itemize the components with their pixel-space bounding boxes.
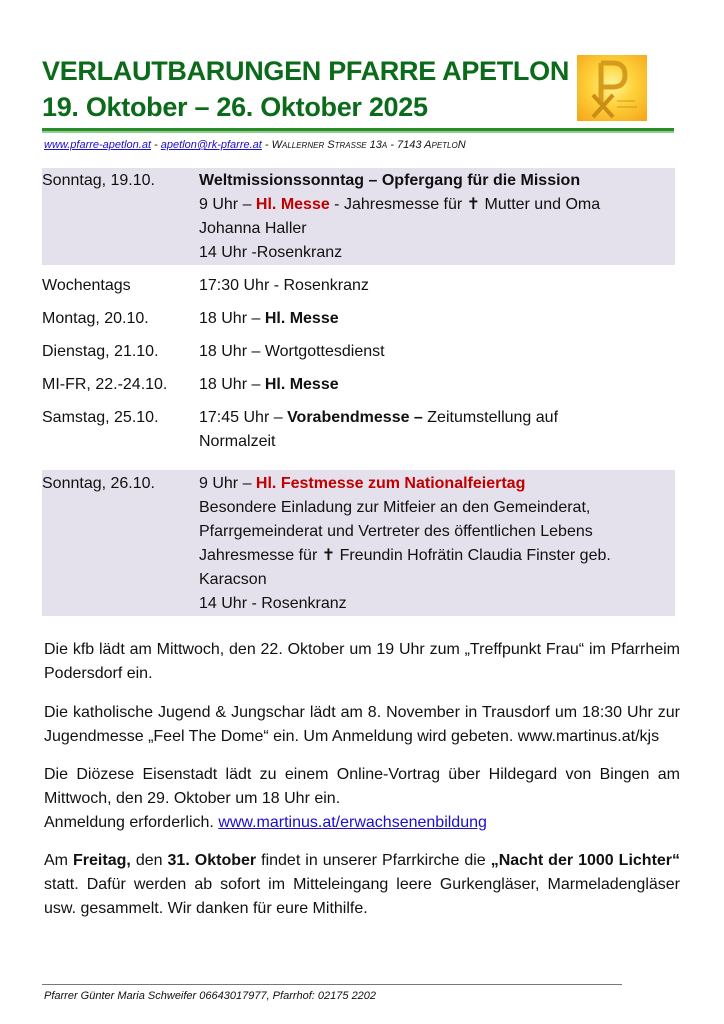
schedule-row — [42, 274, 675, 298]
notice-kfb: Die kfb lädt am Mittwoch, den 22. Oktober um 19 Uhr zum „Treffpunkt Frau“ im Pfarrheim Podersdorf ein. — [44, 641, 680, 682]
notice-bold: Freitag, — [73, 852, 131, 869]
header — [0, 0, 724, 168]
contact-line — [44, 139, 466, 151]
notice-bold: „Nacht der 1000 Lichter“ — [490, 852, 681, 869]
event-line: Karacson — [199, 571, 267, 588]
event-title: Weltmissionssonntag – Opfergang für die Mission — [199, 172, 581, 189]
event-line — [199, 193, 675, 217]
event-title: Hl. Festmesse zum Nationalfeiertag — [255, 475, 526, 492]
event-title: Hl. Messe — [264, 376, 339, 393]
schedule-details — [199, 406, 675, 454]
schedule-row — [42, 307, 675, 331]
schedule-row — [42, 373, 675, 397]
schedule-day: Montag, 20.10. — [42, 310, 149, 327]
website-link[interactable]: www.pfarre-apetlon.at — [44, 139, 151, 151]
schedule-details — [199, 373, 675, 397]
event-line: Besondere Einladung zur Mitfeier an den Gemeinderat, — [199, 499, 591, 516]
address: Wallerner Straße 13a - 7143 ApetloN — [271, 139, 466, 151]
schedule-day: Dienstag, 21.10. — [42, 343, 159, 360]
notice-text: Anmeldung erforderlich. — [44, 814, 219, 831]
event-line: Jahresmesse für ✝ Freundin Hofrätin Claudia Finster geb. — [199, 547, 611, 564]
time: 17:45 Uhr – — [199, 409, 288, 426]
notice-text: statt. Dafür werden ab sofort im Mitteleingang leere Gurkengläser, Marmeladengläser usw. gesammelt. Wir danken für eure Mithilfe. — [44, 876, 680, 917]
time: 9 Uhr – — [199, 475, 256, 492]
schedule-day: MI-FR, 22.-24.10. — [42, 376, 168, 393]
event-line: Johanna Haller — [199, 220, 307, 237]
notice-text: findet in unserer Pfarrkirche die — [256, 852, 491, 869]
schedule-details: 17:30 Uhr - Rosenkranz — [199, 277, 369, 294]
event-line: 14 Uhr -Rosenkranz — [199, 244, 343, 261]
schedule-day: Wochentags — [42, 277, 131, 294]
page-title: VERLAUTBARUNGEN PFARRE APETLON — [42, 56, 570, 86]
event-line: Normalzeit — [199, 433, 276, 450]
event-text: Zeitumstellung auf — [422, 409, 559, 426]
notice-bold: 31. Oktober — [167, 852, 257, 869]
schedule-row — [42, 340, 675, 364]
date-range: 19. Oktober – 26. Oktober 2025 — [42, 92, 428, 122]
event-line: 14 Uhr - Rosenkranz — [199, 595, 347, 612]
mass-label: Hl. Messe — [255, 196, 330, 213]
separator: - — [151, 139, 161, 151]
schedule-day: Sonntag, 26.10. — [42, 475, 155, 492]
schedule-details — [199, 307, 675, 331]
notice-text: den — [130, 852, 168, 869]
footer-area — [0, 968, 724, 1002]
header-rule-light — [42, 131, 674, 133]
schedule-details: 18 Uhr – Wortgottesdienst — [199, 343, 385, 360]
time: 18 Uhr – — [199, 376, 265, 393]
event-title: Vorabendmesse – — [287, 409, 423, 426]
erwachsenenbildung-link[interactable]: www.martinus.at/erwachsenenbildung — [218, 814, 487, 831]
schedule-table — [42, 168, 675, 616]
schedule-details — [199, 472, 675, 616]
notice-text: Am — [44, 852, 74, 869]
schedule-day: Samstag, 25.10. — [42, 409, 159, 426]
schedule-day: Sonntag, 19.10. — [42, 172, 155, 189]
email-link[interactable]: apetlon@rk-pfarre.at — [160, 139, 262, 151]
event-title: Hl. Messe — [264, 310, 339, 327]
footer: Pfarrer Günter Maria Schweifer 06643017977, Pfarrhof: 02175 2202 — [44, 990, 377, 1002]
time: 9 Uhr – — [199, 196, 256, 213]
notice-lichter — [44, 849, 680, 921]
notice-jugend: Die katholische Jugend & Jungschar lädt am 8. November in Trausdorf um 18:30 Uhr zur Jugendmesse „Feel The Dome“ ein. Um Anmeldung wird gebeten. www.martinus.at/kjs — [44, 704, 680, 745]
schedule-details — [199, 169, 675, 265]
separator: - — [261, 139, 272, 151]
notice-dioezese — [44, 763, 680, 835]
notice-text: Die Diözese Eisenstadt lädt zu einem Online-Vortrag über Hildegard von Bingen am Mittwoch, den 29. Oktober um 18 Uhr ein. — [44, 766, 680, 807]
schedule-row — [42, 168, 675, 265]
parish-logo — [577, 55, 647, 121]
time: 18 Uhr – — [199, 310, 265, 327]
schedule-row — [42, 470, 675, 616]
schedule-row — [42, 406, 675, 454]
event-text: - Jahresmesse für ✝ Mutter und Oma — [329, 196, 601, 213]
footer-rule — [42, 984, 622, 985]
event-line: Pfarrgemeinderat und Vertreter des öffentlichen Lebens — [199, 523, 593, 540]
